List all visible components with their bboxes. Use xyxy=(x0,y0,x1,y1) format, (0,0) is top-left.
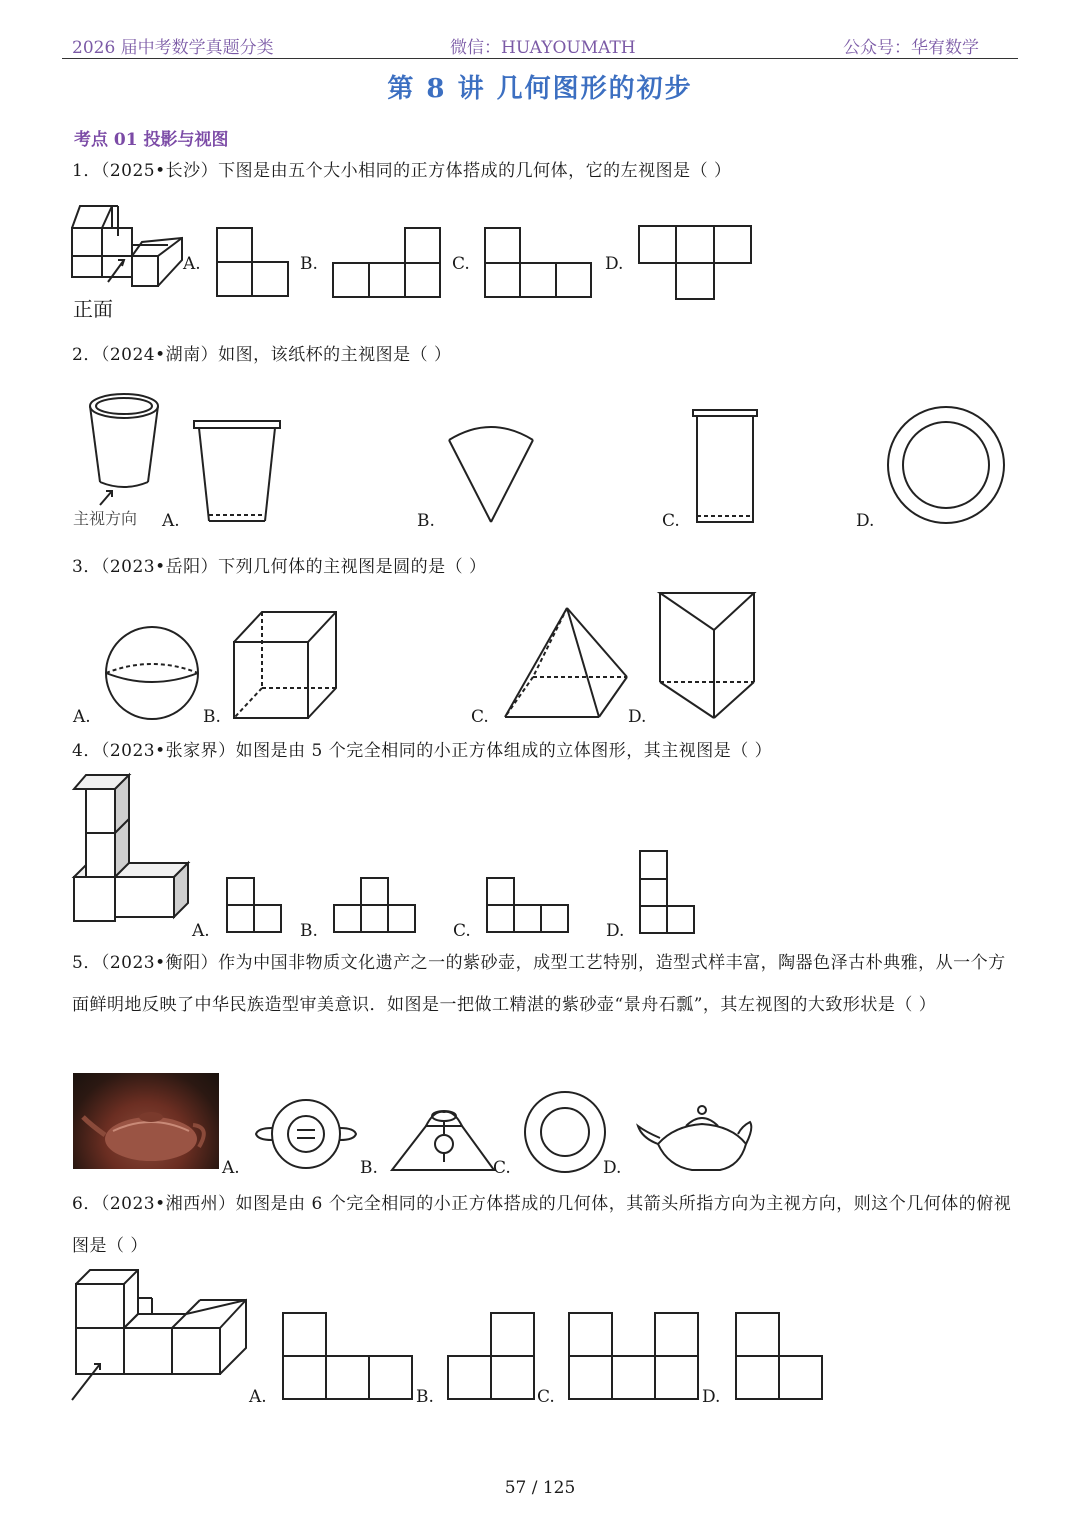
q2-option-b-figure xyxy=(447,420,537,524)
q3-option-a-label: A. xyxy=(73,707,91,727)
question-6: 6．（2023•湘西州）如图是由 6 个完全相同的小正方体搭成的几何体，其箭头所指方向为主视方向，则这个几何体的俯视图是（ ） xyxy=(72,1194,1012,1256)
q5-option-c-label: C. xyxy=(493,1158,511,1178)
question-3: 3．（2023•岳阳）下列几何体的主视图是圆的是（ ） xyxy=(72,557,487,577)
q4-option-d-label: D. xyxy=(606,921,625,941)
q6-option-a-label: A. xyxy=(249,1387,267,1407)
q4-option-a-label: A. xyxy=(192,921,210,941)
q1-option-a-label: A. xyxy=(183,254,201,274)
q2-option-d-label: D. xyxy=(856,511,875,531)
q5-option-d-label: D. xyxy=(603,1158,622,1178)
q6-option-d-label: D. xyxy=(702,1387,721,1407)
q3-option-a-sphere xyxy=(104,625,200,723)
lecture-title: 第 8 讲 几何图形的初步 xyxy=(387,74,693,104)
q6-option-b-label: B. xyxy=(416,1387,434,1407)
q3-option-d-prism xyxy=(658,590,758,722)
q2-cup-figure xyxy=(88,392,164,494)
q2-view-arrow xyxy=(98,487,122,507)
q1-option-d-figure xyxy=(638,225,754,301)
q4-option-c-figure xyxy=(486,877,572,935)
q4-option-d-figure xyxy=(639,850,697,936)
teapot-photo-shape xyxy=(73,1073,219,1169)
header-right: 公众号：华宥数学 xyxy=(843,38,979,58)
q2-option-a-figure xyxy=(193,419,283,525)
q5-option-c-figure xyxy=(523,1090,607,1174)
q1-option-c-figure xyxy=(484,227,594,299)
q6-option-c-figure xyxy=(568,1312,702,1402)
q1-option-d-label: D. xyxy=(605,254,624,274)
q6-solid-figure xyxy=(70,1268,250,1404)
q2-option-c-figure xyxy=(692,408,760,526)
q1-option-a-figure xyxy=(216,227,291,299)
q1-solid-figure xyxy=(70,200,190,295)
q1-front-label: 正面 xyxy=(73,297,113,321)
q2-option-c-label: C. xyxy=(662,511,680,531)
q1-option-b-figure xyxy=(332,227,442,299)
q4-option-a-figure xyxy=(226,877,284,935)
q2-option-b-label: B. xyxy=(417,511,435,531)
q6-option-b-figure xyxy=(447,1312,539,1402)
teapot-photo xyxy=(73,1073,219,1169)
section-heading: 考点 01 投影与视图 xyxy=(74,130,229,150)
page-number: 57 / 125 xyxy=(504,1478,576,1498)
q6-option-d-figure xyxy=(735,1312,827,1402)
q6-option-a-figure xyxy=(282,1312,416,1402)
q3-option-d-label: D. xyxy=(628,707,647,727)
q2-option-d-figure xyxy=(886,405,1008,527)
q3-option-b-label: B. xyxy=(203,707,221,727)
q4-option-c-label: C. xyxy=(453,921,471,941)
q4-solid-figure xyxy=(72,773,192,935)
q4-option-b-label: B. xyxy=(300,921,318,941)
q2-option-a-label: A. xyxy=(162,511,180,531)
header-divider xyxy=(62,58,1018,59)
header-left: 2026 届中考数学真题分类 xyxy=(72,38,274,58)
q2-view-direction-label: 主视方向 xyxy=(73,509,138,528)
q5-option-a-figure xyxy=(254,1098,358,1172)
q1-option-c-label: C. xyxy=(452,254,470,274)
header-center: 微信：HUAYOUMATH xyxy=(450,38,636,58)
question-1: 1．（2025•长沙）下图是由五个大小相同的正方体搭成的几何体，它的左视图是（ ） xyxy=(72,161,732,181)
q3-option-b-cube xyxy=(232,610,340,722)
q5-option-d-figure xyxy=(636,1104,756,1174)
q5-option-b-figure xyxy=(390,1106,498,1174)
q3-option-c-label: C. xyxy=(471,707,489,727)
question-4: 4．（2023•张家界）如图是由 5 个完全相同的小正方体组成的立体图形，其主视图是（ ） xyxy=(72,741,773,761)
q4-option-b-figure xyxy=(333,877,419,935)
q5-option-b-label: B. xyxy=(360,1158,378,1178)
q3-option-c-pyramid xyxy=(503,605,631,721)
q5-option-a-label: A. xyxy=(222,1158,240,1178)
question-5: 5．（2023•衡阳）作为中国非物质文化遗产之一的紫砂壶，成型工艺特别，造型式样丰富，陶器色泽古朴典雅，从一个方面鲜明地反映了中华民族造型审美意识．如图是一把做工精湛的紫砂壶“景舟石瓢”，其左视图的大致形状是（ ） xyxy=(72,953,1006,1015)
q6-option-c-label: C. xyxy=(537,1387,555,1407)
question-2: 2．（2024•湖南）如图，该纸杯的主视图是（ ） xyxy=(72,345,452,365)
q1-option-b-label: B. xyxy=(300,254,318,274)
